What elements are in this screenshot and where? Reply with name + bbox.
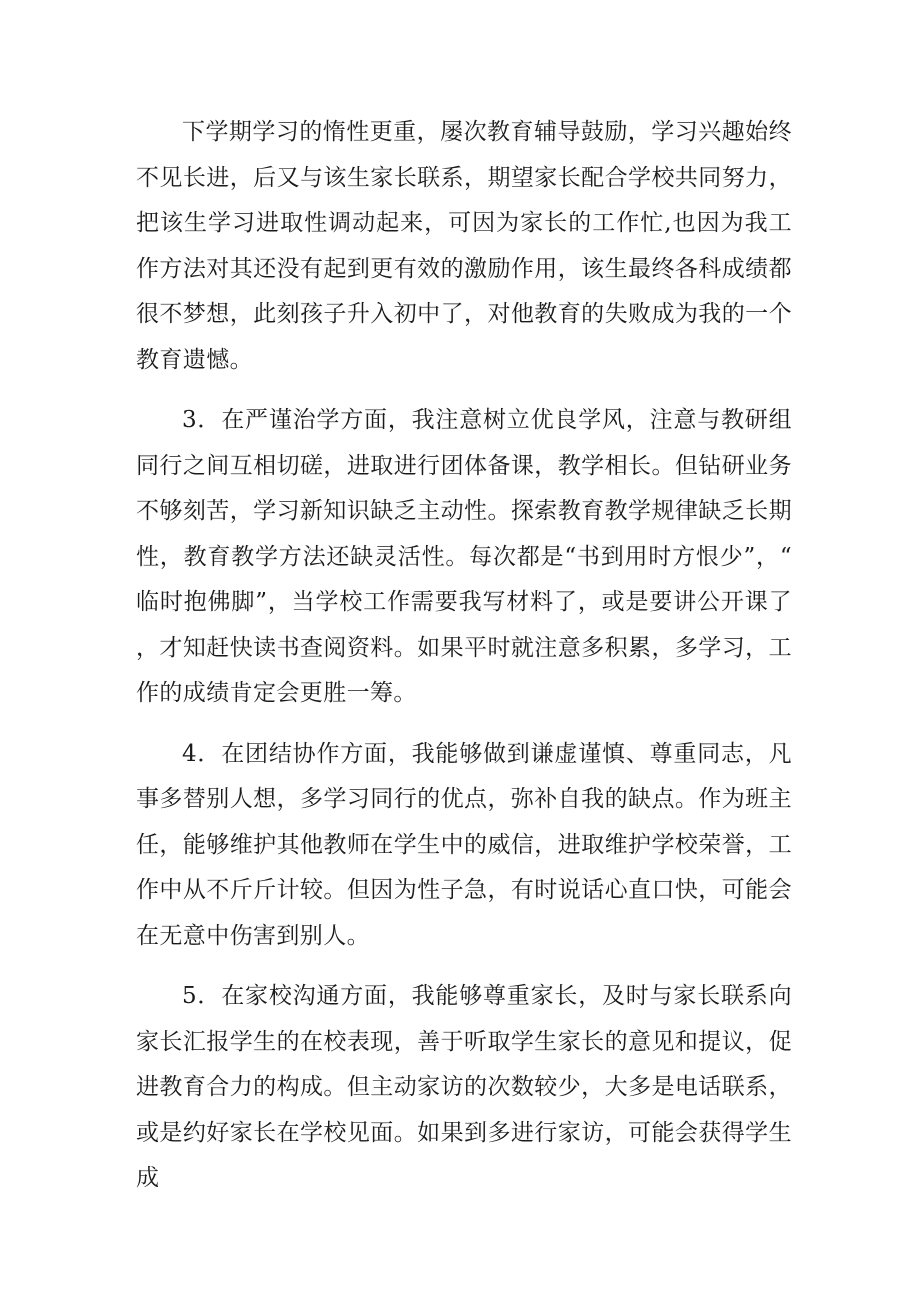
paragraph-5-home-school: 5．在家校沟通方面，我能够尊重家长，及时与家长联系向家长汇报学生的在校表现，善于听取学生家长的意见和提议，促进教育合力的构成。但主动家访的次数较少，大多是电话联系，或是约好家长在学校见面。如果到多进行家访，可能会获得学生成: [136, 983, 792, 1191]
paragraph-3-scholarship: 3．在严谨治学方面，我注意树立优良学风，注意与教研组同行之间互相切磋，进取进行团体备课，教学相长。但钻研业务不够刻苦，学习新知识缺乏主动性。探索教育教学规律缺乏长期性，教育教学方法还缺灵活性。每次都是“书到用时方恨少”，“临时抱佛脚”，当学校工作需要我写材料了，或是要讲公开课了，才知赶快读书查阅资料。如果平时就注意多积累，多学习，工作的成绩肯定会更胜一筹。: [136, 407, 792, 706]
paragraph-4-teamwork: 4．在团结协作方面，我能够做到谦虚谨慎、尊重同志，凡事多替别人想，多学习同行的优点，弥补自我的缺点。作为班主任，能够维护其他教师在学生中的威信，进取维护学校荣誉，工作中从不斤斤计较。但因为性子急，有时说话心直口快，可能会在无意中伤害到别人。: [136, 740, 792, 949]
paragraph-continued: 下学期学习的惰性更重，屡次教育辅导鼓励，学习兴趣始终不见长进，后又与该生家长联系，期望家长配合学校共同努力，把该生学习进取性调动起来，可因为家长的工作忙,也因为我工作方法对其还没有起到更有效的激励作用，该生最终各科成绩都很不梦想，此刻孩子升入初中了，对他教育的失败成为我的一个教育遗憾。: [136, 119, 792, 373]
document-body: [136, 110, 792, 1217]
